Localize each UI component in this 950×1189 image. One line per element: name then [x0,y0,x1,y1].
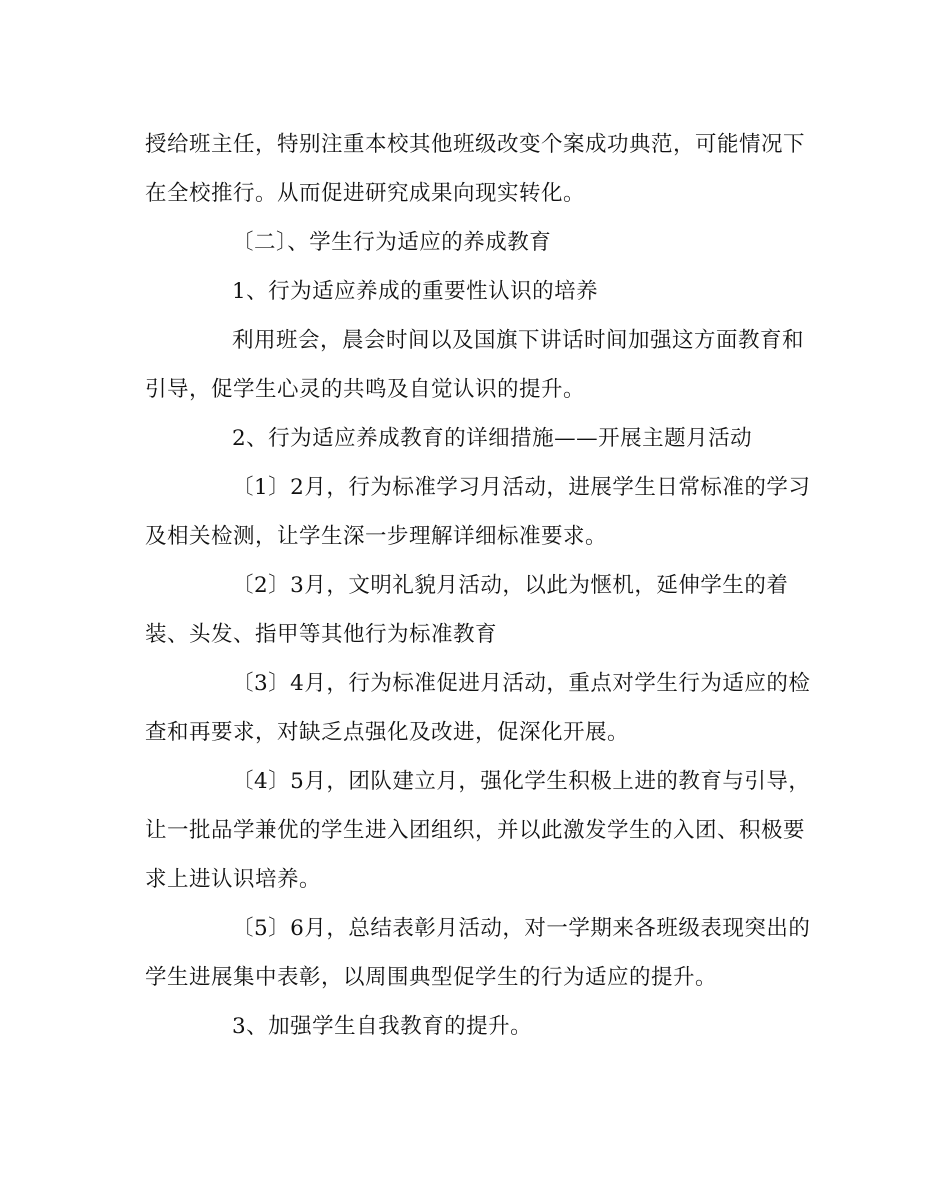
list-item: 〔1〕2月，行为标准学习月活动，进展学生日常标准的学习 [232,475,811,500]
paragraph-line: 求上进认识培养。 [145,867,322,892]
subsection-heading: 3、加强学生自我教育的提升。 [232,1014,533,1039]
list-item: 〔4〕5月，团队建立月，强化学生积极上进的教育与引导， [232,769,811,794]
paragraph-line: 利用班会，晨会时间以及国旗下讲话时间加强这方面教育和 [232,328,805,353]
paragraph-line: 学生进展集中表彰，以周围典型促学生的行为适应的提升。 [145,965,718,990]
paragraph-line: 装、头发、指甲等其他行为标准教育 [145,622,498,647]
paragraph-line: 在全校推行。从而促进研究成果向现实转化。 [145,181,586,206]
paragraph-line: 让一批品学兼优的学生进入团组织，并以此激发学生的入团、积极要 [145,818,806,843]
list-item: 〔2〕3月，文明礼貌月活动，以此为惬机，延伸学生的着 [232,573,789,598]
paragraph-line: 授给班主任，特别注重本校其他班级改变个案成功典范，可能情况下 [145,132,806,157]
section-heading: 〔二〕、学生行为适应的养成教育 [232,230,552,255]
paragraph-line: 及相关检测，让学生深一步理解详细标准要求。 [145,524,608,549]
paragraph-line: 查和再要求，对缺乏点强化及改进，促深化开展。 [145,720,630,745]
subsection-heading: 1、行为适应养成的重要性认识的培养 [232,279,599,304]
list-item: 〔3〕4月，行为标准促进月活动，重点对学生行为适应的检 [232,671,811,696]
list-item: 〔5〕6月，总结表彰月活动，对一学期来各班级表现突出的 [232,916,811,941]
paragraph-line: 引导，促学生心灵的共鸣及自觉认识的提升。 [145,377,586,402]
subsection-heading: 2、行为适应养成教育的详细措施——开展主题月活动 [232,426,753,451]
